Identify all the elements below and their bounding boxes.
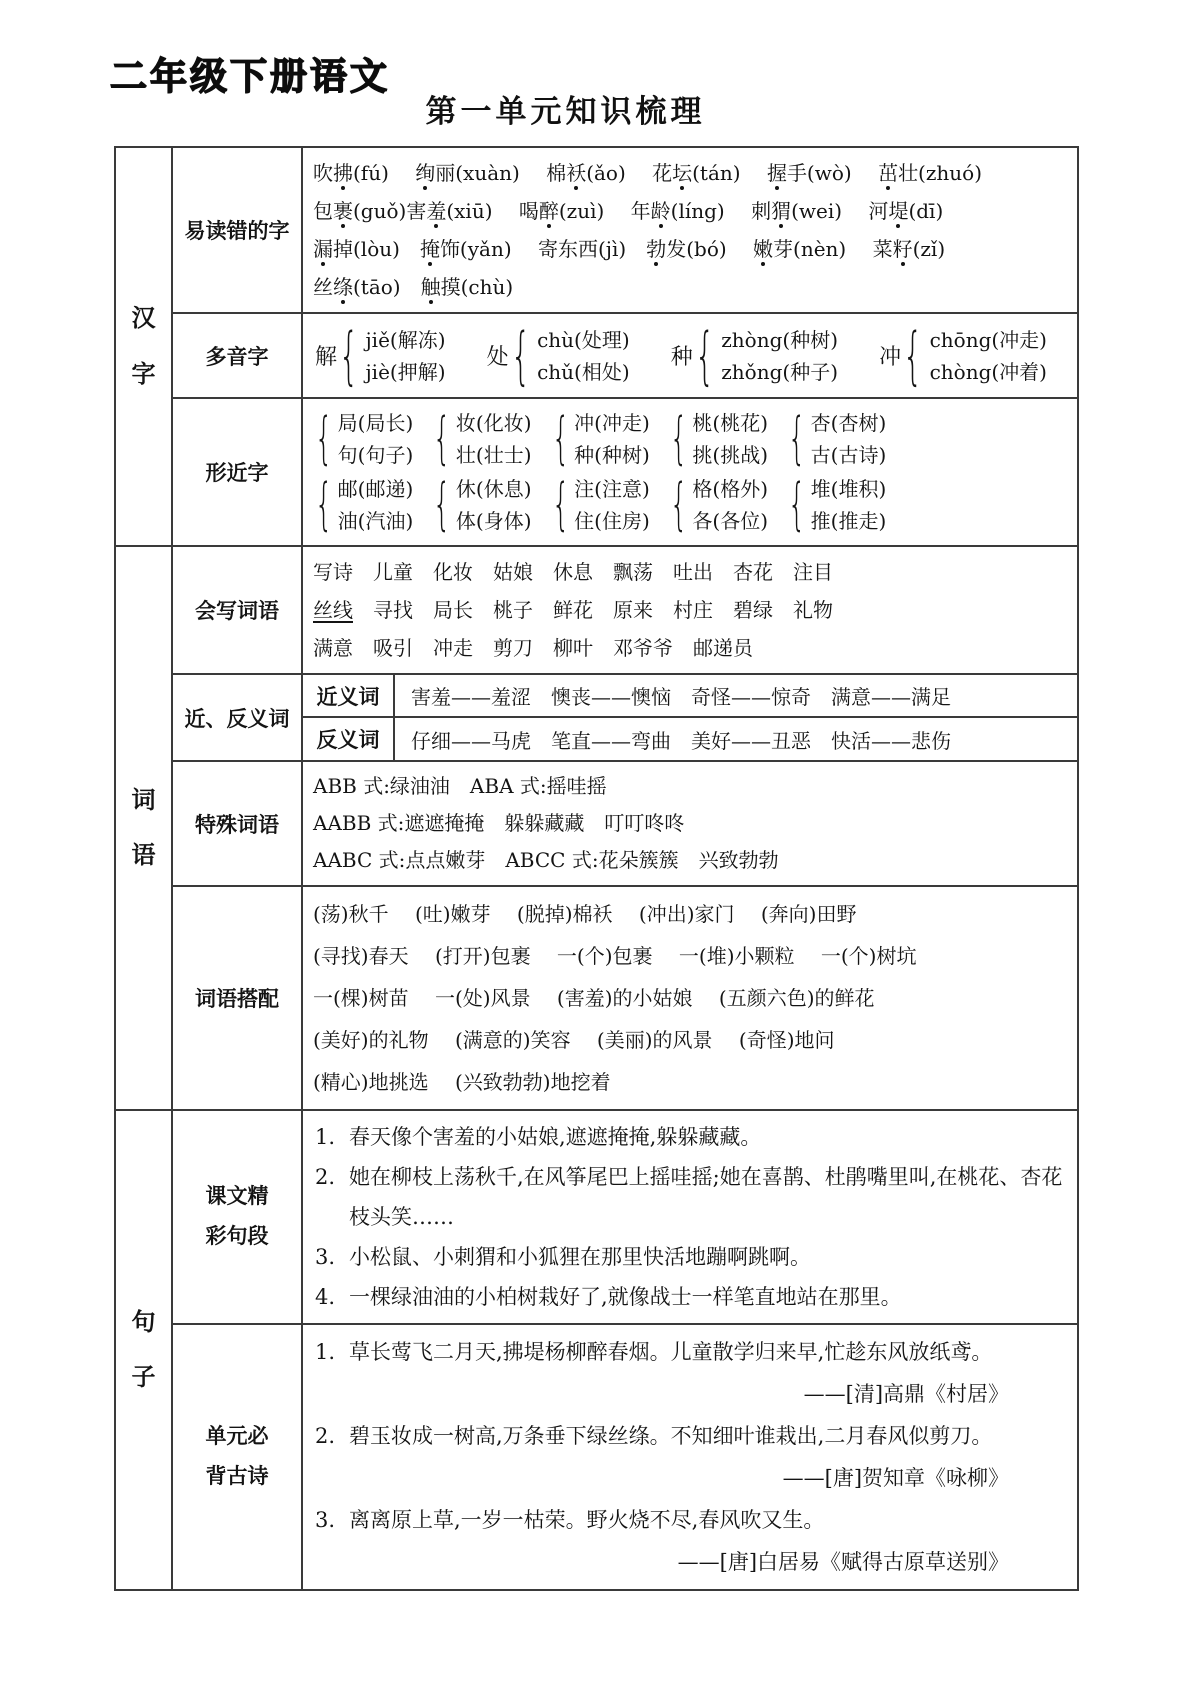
word-line: 漏掉(lòu) 掩饰(yǎn) 寄东西(jì) 勃发(bó) 嫩芽(nèn) 菜籽(zǐ) [313,237,946,261]
brace-glyph: { [551,406,570,471]
pronunciation: zhǒng(种子) [721,359,838,384]
sentence-number: 4. [315,1285,336,1309]
table-row [115,398,1078,546]
sentence-item [313,1157,1073,1237]
gushi-content [302,1324,1078,1590]
poem-number: 2. [315,1424,336,1448]
category-label: 易读错的字 [184,219,290,243]
polyphone-item [670,318,838,392]
sentence-number: 2. [315,1165,336,1189]
brace-glyph: { [433,472,451,537]
sentence-text: 小松鼠、小刺猬和小狐狸在那里快活地蹦啊跳啊。 [349,1245,811,1269]
similar-char: 冲(冲走) [574,410,650,435]
similar-char-pair [669,472,768,537]
polyphone-item [315,318,446,392]
similar-char: 格(格外) [692,476,768,501]
knowledge-table [114,146,1079,1591]
category-label: 会写词语 [195,599,279,623]
similar-char-pair [314,406,414,471]
word-line: 满意 吸引 冲走 剪刀 柳叶 邓爷爷 邮递员 [313,636,753,660]
similar-char: 句(句子) [337,442,414,467]
table-row [115,761,1078,886]
category-label: 单元必背古诗 [205,1424,269,1488]
category-xingjinzi [172,398,302,546]
yiducuo-content [302,147,1078,313]
category-gushi [172,1324,302,1590]
category-dapei [172,886,302,1110]
pronunciation: chòng(冲着) [929,359,1047,384]
category-label: 近、反义词 [184,706,290,731]
brace-glyph: { [787,406,806,471]
brace-glyph: { [694,318,715,392]
kewen-content [302,1110,1078,1324]
similar-char: 各(各位) [692,508,768,533]
pronunciation: chōng(冲走) [929,327,1047,352]
similar-char-pair [433,406,532,471]
word-line: AABB 式:遮遮掩掩 躲躲藏藏 叮叮咚咚 [313,811,685,835]
word-line: (寻找)春天 (打开)包裹 一(个)包裹 一(堆)小颗粒 一(个)树坑 [313,944,917,968]
table-row [115,1324,1078,1590]
similar-char: 推(推走) [810,508,887,533]
sentence-item [313,1117,1073,1157]
similar-char: 堆(堆积) [810,476,887,501]
sentence-item [313,1277,1073,1317]
brace-glyph: { [669,472,688,537]
table-row [115,546,1078,674]
word-line: 丝绦(tāo) 触摸(chù) [313,275,514,299]
brace-glyph: { [433,406,451,471]
group-hanzi [115,147,172,546]
category-yiducuo [172,147,302,313]
group-label: 汉字 [131,304,156,388]
brace-glyph: { [787,472,806,537]
pronunciation: zhòng(种树) [721,327,838,352]
similar-char: 桃(桃花) [692,410,768,435]
similar-char-pair [787,406,887,471]
similar-char: 古(古诗) [810,442,887,467]
similar-char-pair [314,472,414,537]
polyphone-item [879,318,1047,392]
brace-glyph: { [314,472,333,537]
huixie-content [302,546,1078,674]
similar-char-pair [787,472,887,537]
teshu-content [302,761,1078,886]
sentence-text: 她在柳枝上荡秋千,在风筝尾巴上摇哇摇;她在喜鹊、杜鹃嘴里叫,在桃花、杏花枝头笑…… [349,1165,1063,1229]
polyphone-char: 冲 [879,345,902,370]
word-line: (荡)秋千 (吐)嫩芽 (脱掉)棉袄 (冲出)家门 (奔向)田野 [313,902,857,926]
word-line: 吹拂(fú) 绚丽(xuàn) 棉袄(ǎo) 花坛(tán) 握手(wò) 茁壮(zhuó) [313,161,983,185]
category-kewen [172,1110,302,1324]
poem-text: 草长莺飞二月天,拂堤杨柳醉春烟。儿童散学归来早,忙趁东风放纸鸢。 [349,1340,993,1364]
poem-number: 3. [315,1508,336,1532]
poem-item [313,1415,1073,1499]
poem-text: 碧玉妆成一树高,万条垂下绿丝绦。不知细叶谁栽出,二月春风似剪刀。 [349,1424,993,1448]
poem-source: ——[唐]白居易《赋得古原草送别》 [677,1550,1010,1574]
similar-char: 挑(挑战) [692,442,768,467]
group-juzi [115,1110,172,1590]
similar-char: 邮(邮递) [337,476,414,501]
word-line: (精心)地挑选 (兴致勃勃)地挖着 [313,1070,611,1094]
table-row [115,147,1078,313]
poem-source: ——[唐]贺知章《咏柳》 [782,1466,1010,1490]
table-row [115,1110,1078,1324]
similar-char: 种(种树) [574,442,650,467]
group-label: 词语 [131,785,156,869]
similar-char: 杏(杏树) [810,410,887,435]
category-duoyinzi [172,313,302,398]
table-row [115,674,1078,717]
similar-char: 油(汽油) [337,508,414,533]
category-label: 特殊词语 [195,812,279,837]
antonym-content: 仔细——马虎 笔直——弯曲 美好——丑恶 快活——悲伤 [394,717,1078,761]
category-label: 词语搭配 [195,987,279,1011]
word-line: 一(棵)树苗 一(处)风景 (害羞)的小姑娘 (五颜六色)的鲜花 [313,986,875,1010]
category-jinfan [172,674,302,761]
poem-item [313,1499,1073,1583]
word-line: (美好)的礼物 (满意的)笑容 (美丽)的风景 (奇怪)地问 [313,1028,835,1052]
sentence-text: 春天像个害羞的小姑娘,遮遮掩掩,躲躲藏藏。 [349,1125,762,1149]
sentence-text: 一棵绿油油的小柏树栽好了,就像战士一样笔直地站在那里。 [349,1285,902,1309]
synonym-content: 害羞——羞涩 懊丧——懊恼 奇怪——惊奇 满意——满足 [394,674,1078,717]
sentence-number: 3. [315,1245,336,1269]
duoyinzi-content [302,313,1078,398]
sentence-number: 1. [315,1125,336,1149]
group-label: 句子 [131,1307,156,1391]
book-title: 二年级下册语文 [110,55,390,98]
similar-char-pair [551,472,650,537]
word-line: ABB 式:绿油油 ABA 式:摇哇摇 [313,774,607,798]
category-label: 课文精彩句段 [205,1184,269,1248]
category-huixie [172,546,302,674]
table-row [115,886,1078,1110]
poem-number: 1. [315,1340,336,1364]
word-line: 包裹(guǒ)害羞(xiū) 喝醉(zuì) 年龄(líng) 刺猬(wei) 河堤(dī) [313,199,944,223]
pronunciation: chǔ(相处) [537,359,630,384]
word-line: 丝线 寻找 局长 桃子 鲜花 原来 村庄 碧绿 礼物 [313,598,833,622]
brace-glyph: { [338,318,359,392]
category-teshu [172,761,302,886]
category-label: 多音字 [205,344,269,369]
similar-char: 休(休息) [455,476,532,501]
page-title: 第一单元知识梳理 [425,94,706,130]
table-row [115,313,1078,398]
brace-glyph: { [510,318,531,392]
similar-char: 住(住房) [574,508,650,533]
brace-glyph: { [669,406,688,471]
polyphone-char: 处 [486,345,509,370]
group-ciyu [115,546,172,1110]
xingjinzi-content [302,398,1078,546]
sentence-item [313,1237,1073,1277]
polyphone-char: 解 [315,345,338,370]
similar-char-pair [551,406,650,471]
poem-source: ——[清]高鼎《村居》 [803,1382,1010,1406]
similar-char: 注(注意) [574,476,650,501]
word-line: AABC 式:点点嫩芽 ABCC 式:花朵簇簇 兴致勃勃 [313,848,779,872]
brace-glyph: { [314,406,333,471]
antonym-label: 反义词 [302,717,394,761]
dapei-content [302,886,1078,1110]
similar-char: 妆(化妆) [455,410,532,435]
similar-char-pair [433,472,532,537]
brace-glyph: { [551,472,570,537]
poem-item [313,1331,1073,1415]
synonym-label: 近义词 [302,674,394,717]
similar-char-pair [669,406,768,471]
pronunciation: chù(处理) [537,327,630,352]
word-line: 写诗 儿童 化妆 姑娘 休息 飘荡 吐出 杏花 注目 [313,560,833,584]
polyphone-item [486,318,630,392]
poem-text: 离离原上草,一岁一枯荣。野火烧不尽,春风吹又生。 [349,1508,825,1532]
similar-char: 体(身体) [455,508,532,533]
similar-char: 局(局长) [337,410,414,435]
polyphone-char: 种 [670,345,693,370]
pronunciation: jiè(押解) [365,359,446,384]
similar-char: 壮(壮士) [455,442,532,467]
pronunciation: jiě(解冻) [365,327,446,352]
category-label: 形近字 [205,461,269,485]
brace-glyph: { [902,318,923,392]
